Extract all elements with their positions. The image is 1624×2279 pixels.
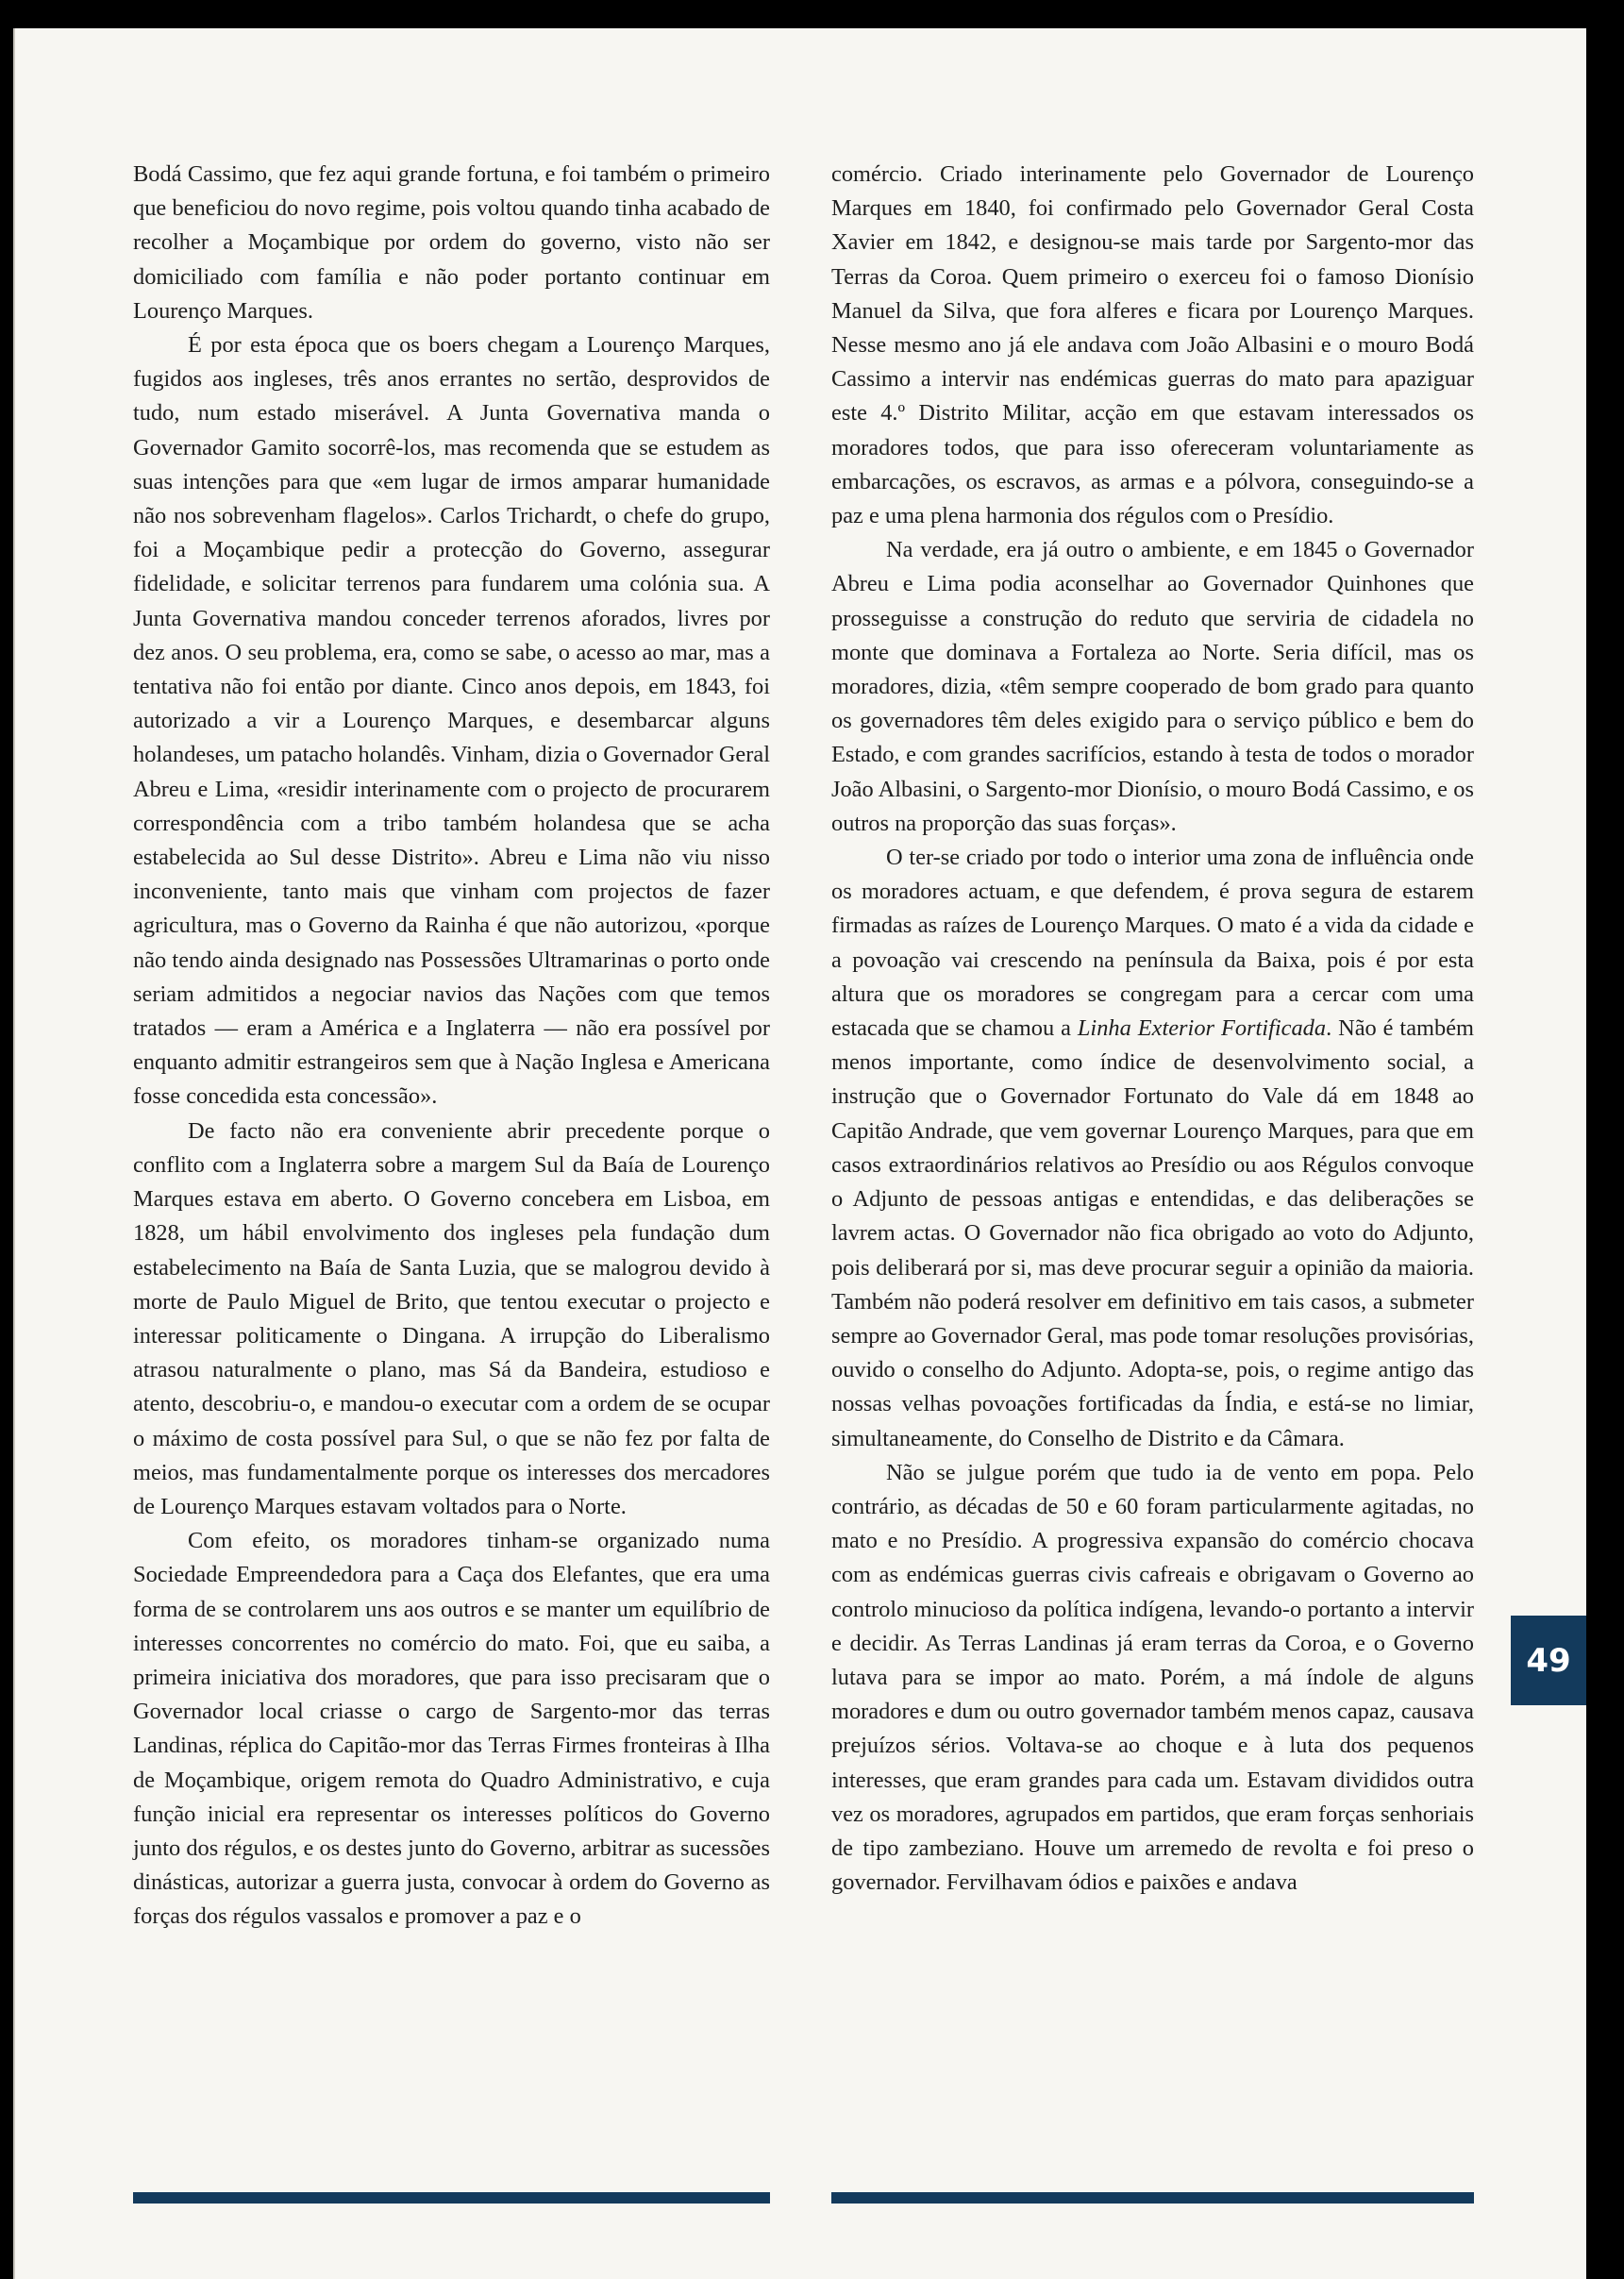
paragraph: De facto não era conveniente abrir precedente porque o conflito com a Inglaterra sobre a margem Sul da Baía de Lourenço Marques estava em aberto. O Governo concebera em Lisboa, em 1828, um hábil envolvimento dos ingleses pela fundação dum estabelecimento na Baía de Santa Luzia, que se malogrou devido à morte de Paulo Miguel de Brito, que tentou executar o projecto e interessar politicamente o Dingana. A irrupção do Liberalismo atrasou naturalmente o plano, mas Sá da Bandeira, estudioso e atento, descobriu-o, e mandou-o executar com a ordem de se ocupar o máximo de costa possível para Sul, o que se não fez por falta de meios, mas fundamentalmente porque os interesses dos mercadores de Lourenço Marques estavam voltados para o Norte. [133,1117,770,1519]
footer-rule-right [831,2192,1474,2204]
page-edge [13,28,15,2279]
italic-term: Linha Exterior Fortificada [1077,1015,1327,1042]
page-number-tab [1511,1616,1586,1705]
footer-rule-left [133,2192,770,2204]
paragraph: Na verdade, era já outro o ambiente, e em 1845 o Governador Abreu e Lima podia aconselhar ao Governador Quinhones que prosseguisse a construção do reduto que serviria de cidadela no monte que dominava a Fortaleza ao Norte. Seria difícil, mas os moradores, dizia, «têm sempre cooperado de bom grado para quanto os governadores têm deles exigido para o serviço público e bem do Estado, e com grandes sacrifícios, estando à testa de todos o morador João Albasini, o Sargento-mor Dionísio, o mouro Bodá Cassimo, e os outros na proporção das suas forças». [831,537,1474,836]
book-page [13,28,1586,2279]
paragraph: É por esta época que os boers chegam a Lourenço Marques, fugidos aos ingleses, três anos errantes no sertão, desprovidos de tudo, num estado miserável. A Junta Governativa manda o Governador Gamito socorrê-los, mas recomenda que se estudem as suas intenções para que «em lugar de irmos amparar humanidade não nos sobrevenham flagelos». Carlos Trichardt, o chefe do grupo, foi a Moçambique pedir a protecção do Governo, assegurar fidelidade, e solicitar terrenos para fundarem uma colónia sua. A Junta Governativa mandou conceder terrenos aforados, livres por dez anos. O seu problema, era, como se sabe, o acesso ao mar, mas a tentativa não foi então por diante. Cinco anos depois, em 1843, foi autorizado a vir a Lourenço Marques, e desembarcar alguns holandeses, um patacho holandês. Vinham, dizia o Governador Geral Abreu e Lima, «residir interinamente com o projecto de procurarem correspondência com a tribo também holandesa que se acha estabelecida ao Sul desse Distrito». Abreu e Lima não viu nisso inconveniente, tanto mais que vinham com projectos de fazer agricultura, mas o Governo da Rainha é que não autorizou, «porque não tendo ainda designado nas Possessões Ultramarinas o porto onde seriam admitidos a negociar navios das Nações com que temos tratados — eram a América e a Inglaterra — não era possível por enquanto admitir estrangeiros sem que à Nação Inglesa e Americana fosse concedida esta concessão». [133,332,770,1110]
paragraph: Com efeito, os moradores tinham-se organizado numa Sociedade Empreendedora para a Caça dos Elefantes, que era uma forma de se controlarem uns aos outros e se manter um equilíbrio de interesses concorrentes no comércio do mato. Foi, que eu saiba, a primeira iniciativa dos moradores, que para isso precisaram que o Governador local criasse o cargo de Sargento-mor das terras Landinas, réplica do Capitão-mor das Terras Firmes fronteiras à Ilha de Moçambique, origem remota do Quadro Administrativo, e cuja função inicial era representar os interesses políticos do Governo junto dos régulos, e os destes junto do Governo, arbitrar as sucessões dinásticas, autorizar a guerra justa, convocar à ordem do Governo as forças dos régulos vassalos e promover a paz e o [133,1528,770,1930]
paragraph: Bodá Cassimo, que fez aqui grande fortuna, e foi também o primeiro que beneficiou do novo regime, pois voltou quando tinha acabado de recolher a Moçambique por ordem do governo, visto não ser domiciliado com família e não poder portanto continuar em Lourenço Marques. [133,161,770,324]
paragraph-text: O ter-se criado por todo o interior uma zona de influência onde os moradores actuam, e que defendem, é prova segura de estarem firmadas as raízes de Lourenço Marques. O mato é a vida da cidade e a povoação vai crescendo na península da Baixa, pois é por esta altura que os moradores se congregam para a cercar com uma estacada que se chamou a [831,845,1474,1042]
paragraph-text: . Não é também menos importante, como índice de desenvolvimento social, a instrução que o Governador Fortunato do Vale dá em 1848 ao Capitão Andrade, que vem governar Lourenço Marques, para que em casos extraordinários relativos ao Presídio ou aos Régulos convoque o Adjunto de pessoas antigas e entendidas, e das deliberações se lavrem actas. O Governador não fica obrigado ao voto do Adjunto, pois deliberará por si, mas deve procurar seguir a opinião da maioria. Também não poderá resolver em definitivo em tais casos, a submeter sempre ao Governador Geral, mas pode tomar resoluções provisórias, ouvido o conselho do Adjunto. Adopta-se, pois, o regime antigo das nossas velhas povoações fortificadas da Índia, e está-se no limiar, simultaneamente, do Conselho de Distrito e da Câmara. [831,1015,1475,1451]
right-column [831,158,1474,1900]
paragraph [831,841,1474,1456]
page-number: 49 [1526,1641,1571,1680]
left-column [133,158,770,1935]
paragraph: Não se julgue porém que tudo ia de vento em popa. Pelo contrário, as décadas de 50 e 60 foram particularmente agitadas, no mato e no Presídio. A progressiva expansão do comércio chocava com as endémicas guerras civis cafreais e obrigavam o Governo ao controlo minucioso da política indígena, levando-o portanto a intervir e decidir. As Terras Landinas já eram terras da Coroa, e o Governo lutava para se impor ao mato. Porém, a má índole de alguns moradores e dum ou outro governador também menos capaz, causava prejuízos sérios. Voltava-se ao choque e à luta dos pequenos interesses, que eram grandes para cada um. Estavam divididos outra vez os moradores, agrupados em partidos, que eram forças senhoriais de tipo zambeziano. Houve um arremedo de revolta e foi preso o governador. Fervilhavam ódios e paixões e andava [831,1459,1474,1896]
paragraph: comércio. Criado interinamente pelo Governador de Lourenço Marques em 1840, foi confirmado pelo Governador Geral Costa Xavier em 1842, e designou-se mais tarde por Sargento-mor das Terras da Coroa. Quem primeiro o exerceu foi o famoso Dionísio Manuel da Silva, que fora alferes e ficara por Lourenço Marques. Nesse mesmo ano já ele andava com João Albasini e o mouro Bodá Cassimo a intervir nas endémicas guerras do mato para apaziguar este 4.º Distrito Militar, acção em que estavam interessados os moradores todos, que para isso ofereceram voluntariamente as embarcações, os escravos, as armas e a pólvora, conseguindo-se a paz e uma plena harmonia dos régulos com o Presídio. [831,161,1474,529]
